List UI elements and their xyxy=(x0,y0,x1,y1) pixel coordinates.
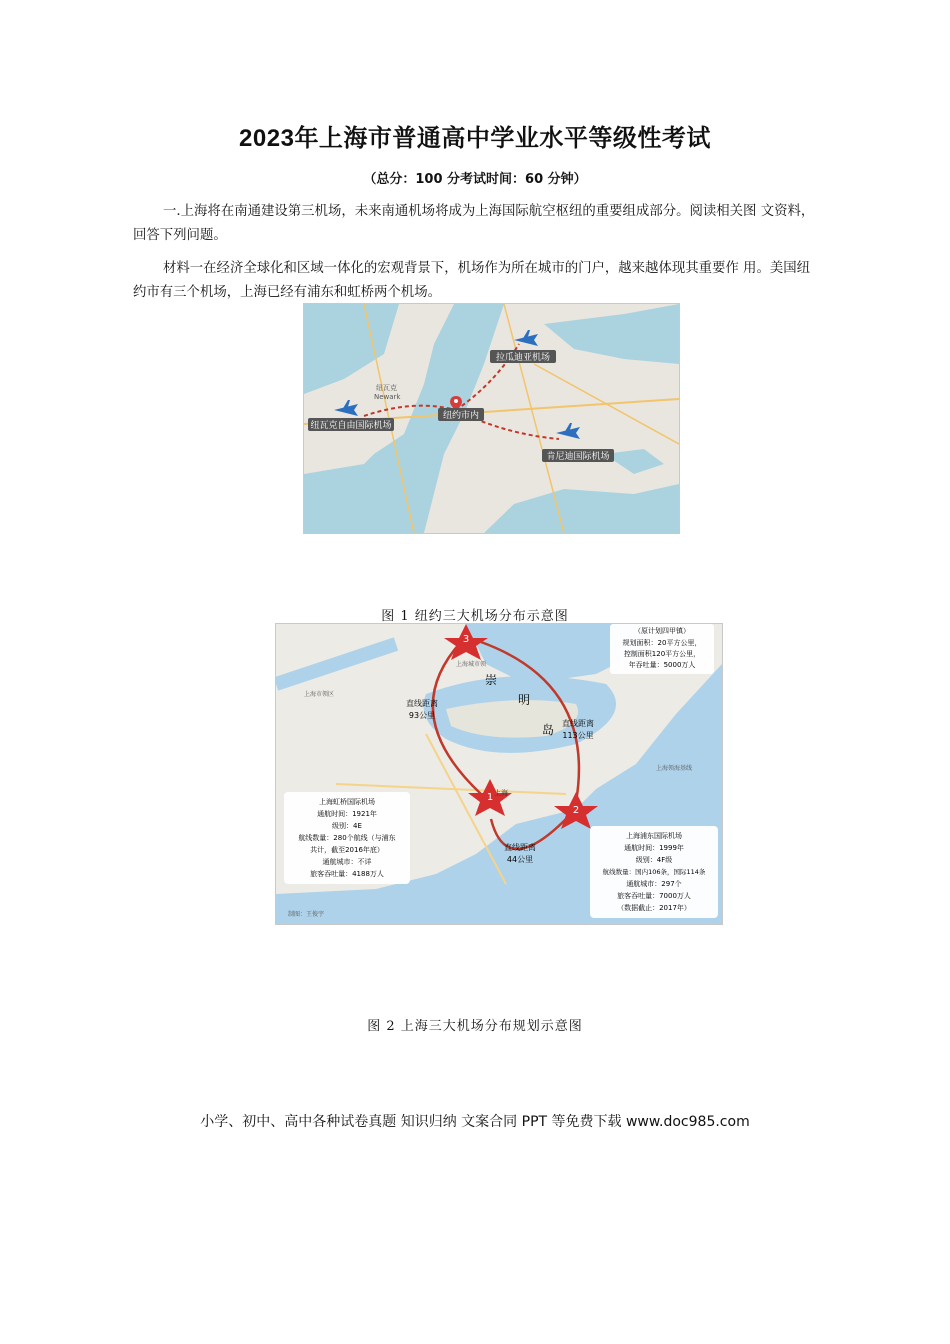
info-text: 通航城市：不详 xyxy=(322,858,372,866)
label-jfk: 肯尼迪国际机场 xyxy=(546,452,610,462)
question-intro: 一.上海将在南通建设第三机场，未来南通机场将成为上海国际航空枢纽的重要组成部分。阅读相关图 文资料，回答下列问题。 xyxy=(133,204,815,243)
info-text: 航线数量：280个航线（与浦东 xyxy=(298,834,396,842)
distance-value: 93公里 xyxy=(408,711,436,720)
info-text: 共计，截至2016年底） xyxy=(310,846,384,854)
info-text: 上海虹桥国际机场 xyxy=(319,798,375,806)
distance-value: 44公里 xyxy=(506,855,534,864)
star-number: 2 xyxy=(572,805,580,816)
info-text: 上海浦东国际机场 xyxy=(626,832,682,840)
figure2-map xyxy=(275,623,723,925)
figure1-caption: 图 1 纽约三大机场分布示意图 xyxy=(381,609,569,624)
map-label: 制图：王俊宇 xyxy=(288,911,325,918)
distance-value: 113公里 xyxy=(562,731,594,740)
info-text: 级别：4F级 xyxy=(635,856,673,864)
distance-label: 直线距离 xyxy=(562,719,594,728)
map-label: 上海市领区 xyxy=(304,691,335,698)
info-text: 年吞吐量：5000万人 xyxy=(628,661,696,669)
page-title: 2023年上海市普通高中学业水平等级性考试 xyxy=(239,125,711,152)
label-newark: 纽瓦克自由国际机场 xyxy=(310,421,392,431)
island-label: 岛 xyxy=(541,723,555,737)
distance-label: 直线距离 xyxy=(406,699,438,708)
info-text: 通航时间：1921年 xyxy=(317,810,377,818)
exam-info: （总分：100 分考试时间：60 分钟） xyxy=(363,172,587,187)
distance-label: 直线距离 xyxy=(504,843,536,852)
island-label: 明 xyxy=(517,693,531,707)
figure2-caption: 图 2 上海三大机场分布规划示意图 xyxy=(367,1019,583,1034)
info-text: 规划面积：20平方公里， xyxy=(622,639,702,647)
info-text: 级别：4E xyxy=(332,822,362,830)
info-text: 旅客吞吐量：7000万人 xyxy=(617,892,691,900)
star-number: 1 xyxy=(486,792,494,803)
info-text: （数据截止：2017年） xyxy=(617,904,691,912)
label-newark-en: Newark xyxy=(374,393,401,401)
info-text: 通航时间：1999年 xyxy=(624,844,684,852)
map-label: 上海 xyxy=(494,789,508,797)
info-text: 旅客吞吐量：4188万人 xyxy=(310,870,384,878)
footer-text: 小学、初中、高中各种试卷真题 知识归纳 文案合同 PPT 等免费下载 www.doc985.com xyxy=(200,1114,750,1130)
info-text: 航线数量：国内106条，国际114条 xyxy=(602,868,706,876)
label-city: 纽约市内 xyxy=(442,411,480,421)
island-label: 崇 xyxy=(484,673,498,687)
info-text: 控制面积120平方公里， xyxy=(623,650,701,658)
info-text: （原计划四甲镇） xyxy=(634,627,690,635)
star-number: 3 xyxy=(462,634,470,645)
label-newark-small: 纽瓦克 xyxy=(376,384,397,392)
material-one: 材料一在经济全球化和区域一体化的宏观背景下，机场作为所在城市的门户，越来越体现其重要作 用。美国纽约市有三个机场，上海已经有浦东和虹桥两个机场。 xyxy=(133,261,811,300)
map-label: 上海领海基线 xyxy=(656,765,693,772)
figure1-map xyxy=(303,303,680,534)
map-label: 上海城市领 xyxy=(456,661,487,668)
info-text: 通航城市：297个 xyxy=(626,880,682,888)
label-laguardia: 拉瓜迪亚机场 xyxy=(495,353,551,363)
